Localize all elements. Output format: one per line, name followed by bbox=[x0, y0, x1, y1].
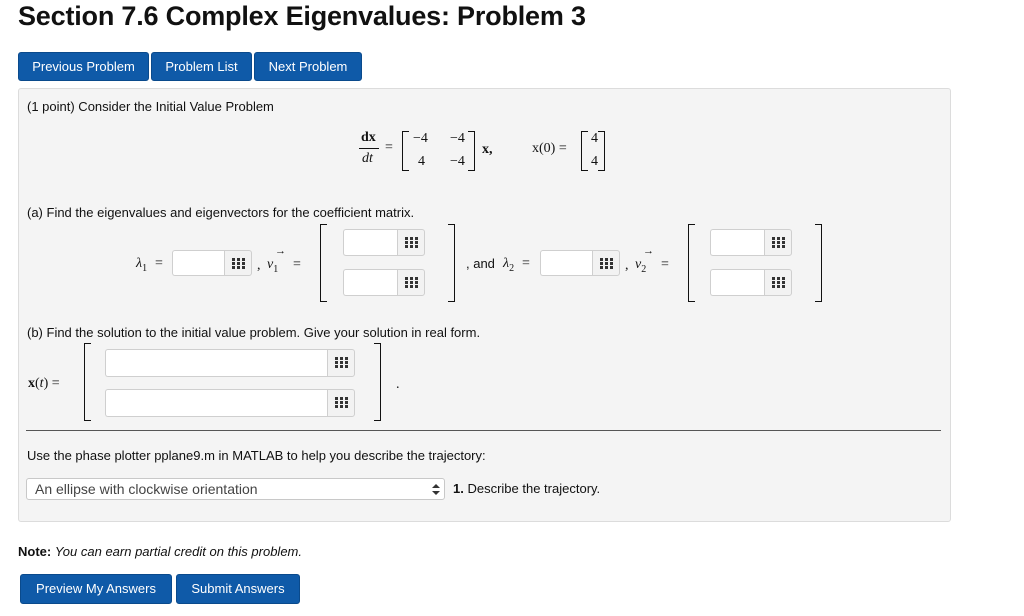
page-title: Section 7.6 Complex Eigenvalues: Problem 3 bbox=[18, 1, 586, 31]
v2-component-2-input[interactable] bbox=[710, 269, 764, 296]
v2-arrow: → bbox=[643, 245, 654, 257]
v2-symbol: $v_2$ bbox=[635, 257, 647, 275]
grid-icon bbox=[335, 357, 348, 368]
next-problem-button[interactable]: Next Problem bbox=[254, 52, 362, 81]
v1-equals: = bbox=[293, 257, 301, 272]
lambda2-symbol: $\lambda_2$ bbox=[503, 256, 515, 274]
grid-icon bbox=[772, 237, 785, 248]
note: Note: You can earn partial credit on this problem. bbox=[18, 544, 302, 559]
and-text: , and bbox=[466, 256, 495, 271]
lhs-denominator: dt bbox=[362, 151, 373, 166]
v1-separator: , bbox=[257, 258, 261, 273]
lambda2-equals: = bbox=[522, 256, 530, 271]
ic-left-bracket bbox=[581, 131, 588, 171]
matrix-left-bracket bbox=[402, 131, 409, 171]
solution-right-bracket bbox=[374, 343, 381, 421]
previous-problem-button[interactable]: Previous Problem bbox=[18, 52, 149, 81]
solution-period: . bbox=[396, 377, 400, 392]
part-b-prompt: (b) Find the solution to the initial value problem. Give your solution in real form. bbox=[27, 325, 481, 340]
v1-symbol: $v_1$ bbox=[267, 257, 279, 275]
v2-component-2-editor[interactable] bbox=[764, 269, 792, 296]
solution-component-1-input[interactable] bbox=[105, 349, 327, 377]
solution-component-1-editor[interactable] bbox=[327, 349, 355, 377]
v2-separator: , bbox=[625, 258, 629, 273]
lambda1-symbol: $\lambda_1$ bbox=[136, 256, 148, 274]
grid-icon bbox=[405, 237, 418, 248]
x-vector-symbol: x, bbox=[482, 142, 493, 157]
solution-component-2-input[interactable] bbox=[105, 389, 327, 417]
grid-icon bbox=[772, 277, 785, 288]
trajectory-select[interactable] bbox=[26, 478, 445, 500]
v2-right-bracket bbox=[815, 224, 822, 302]
grid-icon bbox=[405, 277, 418, 288]
grid-icon bbox=[335, 397, 348, 408]
v1-right-bracket bbox=[448, 224, 455, 302]
fraction-bar bbox=[359, 148, 379, 149]
submit-answers-button[interactable]: Submit Answers bbox=[176, 574, 300, 604]
v1-component-2-input[interactable] bbox=[343, 269, 397, 296]
part-a-prompt: (a) Find the eigenvalues and eigenvectors for the coefficient matrix. bbox=[27, 205, 415, 220]
preview-answers-button[interactable]: Preview My Answers bbox=[20, 574, 172, 604]
solution-component-2-editor[interactable] bbox=[327, 389, 355, 417]
v1-component-2-editor[interactable] bbox=[397, 269, 425, 296]
x-of-t-label: x(t) = bbox=[28, 376, 60, 391]
lhs-numerator: dx bbox=[361, 130, 376, 145]
equals-sign: = bbox=[385, 140, 393, 155]
lambda1-equation-editor[interactable] bbox=[224, 250, 252, 276]
grid-icon bbox=[232, 258, 245, 269]
matrix-a22: −4 bbox=[450, 154, 465, 169]
v2-equals: = bbox=[661, 257, 669, 272]
lambda2-equation-editor[interactable] bbox=[592, 250, 620, 276]
lambda1-input[interactable] bbox=[172, 250, 224, 276]
v1-arrow: → bbox=[275, 245, 286, 257]
grid-icon bbox=[600, 258, 613, 269]
matrix-right-bracket bbox=[468, 131, 475, 171]
v1-left-bracket bbox=[320, 224, 327, 302]
ic-value-1: 4 bbox=[591, 131, 598, 146]
initial-condition-label: x(0) = bbox=[532, 141, 567, 156]
v1-component-1-input[interactable] bbox=[343, 229, 397, 256]
select-updown-icon bbox=[432, 484, 440, 495]
ic-right-bracket bbox=[598, 131, 605, 171]
matrix-a21: 4 bbox=[418, 154, 425, 169]
lambda2-input[interactable] bbox=[540, 250, 592, 276]
problem-list-button[interactable]: Problem List bbox=[151, 52, 252, 81]
section-divider bbox=[26, 430, 941, 431]
lambda1-equals: = bbox=[155, 256, 163, 271]
matrix-a11: −4 bbox=[413, 131, 428, 146]
v2-component-1-input[interactable] bbox=[710, 229, 764, 256]
solution-left-bracket bbox=[84, 343, 91, 421]
trajectory-question: 1. Describe the trajectory. bbox=[453, 481, 601, 496]
ic-value-2: 4 bbox=[591, 154, 598, 169]
v2-left-bracket bbox=[688, 224, 695, 302]
trajectory-prompt: Use the phase plotter pplane9.m in MATLAB to help you describe the trajectory: bbox=[27, 448, 486, 463]
v1-component-1-editor[interactable] bbox=[397, 229, 425, 256]
trajectory-select-value: An ellipse with clockwise orientation bbox=[35, 481, 258, 497]
v2-component-1-editor[interactable] bbox=[764, 229, 792, 256]
matrix-a12: −4 bbox=[450, 131, 465, 146]
problem-intro: (1 point) Consider the Initial Value Problem bbox=[27, 99, 274, 114]
